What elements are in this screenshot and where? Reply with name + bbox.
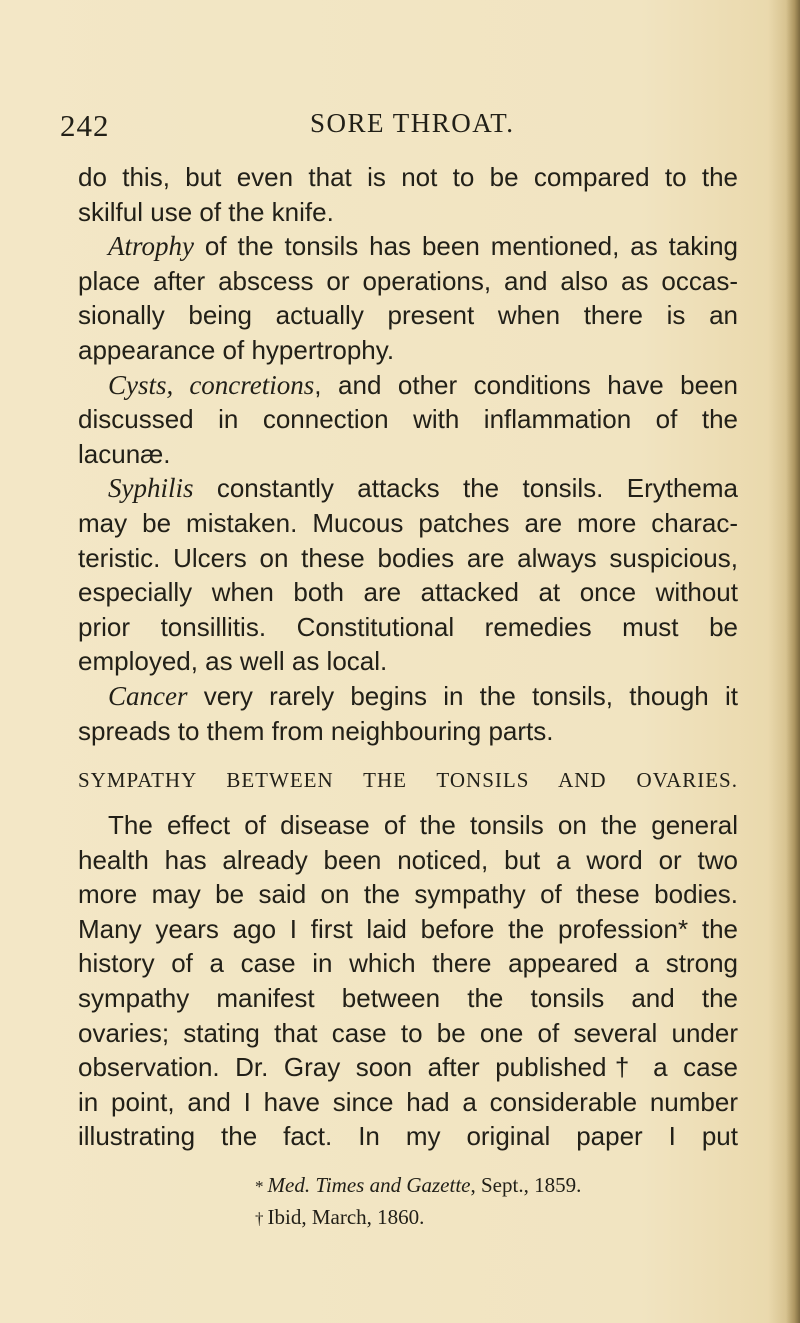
footnote-source: Med. Times and Gazette bbox=[267, 1173, 471, 1197]
text-run: constantly attacks the tonsils. Erythema bbox=[193, 473, 738, 504]
text-line: lacunæ. bbox=[78, 438, 171, 469]
page-edge-shadow bbox=[786, 0, 800, 1323]
text-line: place after abscess or operations, and also as occas- bbox=[78, 265, 738, 296]
text-line: may be mistaken. Mucous patches are more charac- bbox=[78, 507, 738, 538]
text-line: teristic. Ulcers on these bodies are always suspicious, bbox=[78, 542, 738, 573]
text-line: ovaries; stating that case to be one of several under bbox=[78, 1017, 738, 1048]
body-text bbox=[78, 160, 738, 748]
text-line bbox=[78, 229, 738, 264]
text-line: sympathy manifest between the tonsils and the bbox=[78, 982, 738, 1013]
term-atrophy: Atrophy bbox=[108, 231, 194, 262]
term-cancer: Cancer bbox=[108, 680, 188, 711]
text-line: spreads to them from neighbouring parts. bbox=[78, 715, 554, 746]
section-heading: SYMPATHY BETWEEN THE TONSILS AND OVARIES. bbox=[78, 768, 738, 792]
term-syphilis: Syphilis bbox=[108, 473, 194, 504]
text-line: discussed in connection with inflammation of the bbox=[78, 404, 738, 435]
text-line: employed, as well as local. bbox=[78, 646, 388, 677]
term-concretions: concretions bbox=[189, 369, 315, 400]
text-run: very rarely begins in the tonsils, though it bbox=[187, 680, 738, 711]
text-line: prior tonsillitis. Constitutional remedies must be bbox=[78, 611, 738, 642]
footnote-detail: , Sept., 1859. bbox=[470, 1173, 582, 1197]
text-line: illustrating the fact. In my original paper I put bbox=[78, 1121, 738, 1152]
footnote-mark: † bbox=[255, 1209, 264, 1228]
text-line: observation. Dr. Gray soon after published† a case bbox=[78, 1052, 738, 1083]
text-run: , and other conditions have been bbox=[314, 369, 739, 400]
footnote-mark: * bbox=[255, 1177, 264, 1196]
text-line: especially when both are attacked at once without bbox=[78, 577, 738, 608]
term-cysts: Cysts bbox=[108, 369, 167, 400]
text-line: do this, but even that is not to be compared to the bbox=[78, 162, 738, 192]
text-line bbox=[78, 471, 738, 506]
text-line: more may be said on the sympathy of these bodies. bbox=[78, 879, 738, 910]
text-line: health has already been noticed, but a word or two bbox=[78, 844, 738, 875]
text-line: history of a case in which there appeared a strong bbox=[78, 948, 738, 979]
text-line bbox=[78, 368, 738, 403]
page-number: 242 bbox=[60, 108, 110, 143]
page-header bbox=[0, 108, 800, 148]
text-line: appearance of hypertrophy. bbox=[78, 334, 395, 365]
footnote-detail: Ibid, March, 1860. bbox=[267, 1205, 425, 1229]
text-line: in point, and I have since had a considerable number bbox=[78, 1086, 738, 1117]
text-line: sionally being actually present when there is an bbox=[78, 300, 738, 331]
text-line: The effect of disease of the tonsils on the general bbox=[108, 810, 738, 840]
footnote bbox=[255, 1170, 581, 1202]
body-text-continued bbox=[78, 808, 738, 1154]
text-line: skilful use of the knife. bbox=[78, 196, 334, 227]
text-run: of the tonsils has been mentioned, as taking bbox=[193, 231, 738, 262]
footnote bbox=[255, 1202, 581, 1234]
running-title: SORE THROAT. bbox=[310, 108, 515, 138]
footnotes bbox=[255, 1170, 581, 1234]
text-line bbox=[78, 679, 738, 714]
term-separator: , bbox=[166, 369, 190, 400]
text-line: Many years ago I first laid before the profession* the bbox=[78, 913, 738, 944]
